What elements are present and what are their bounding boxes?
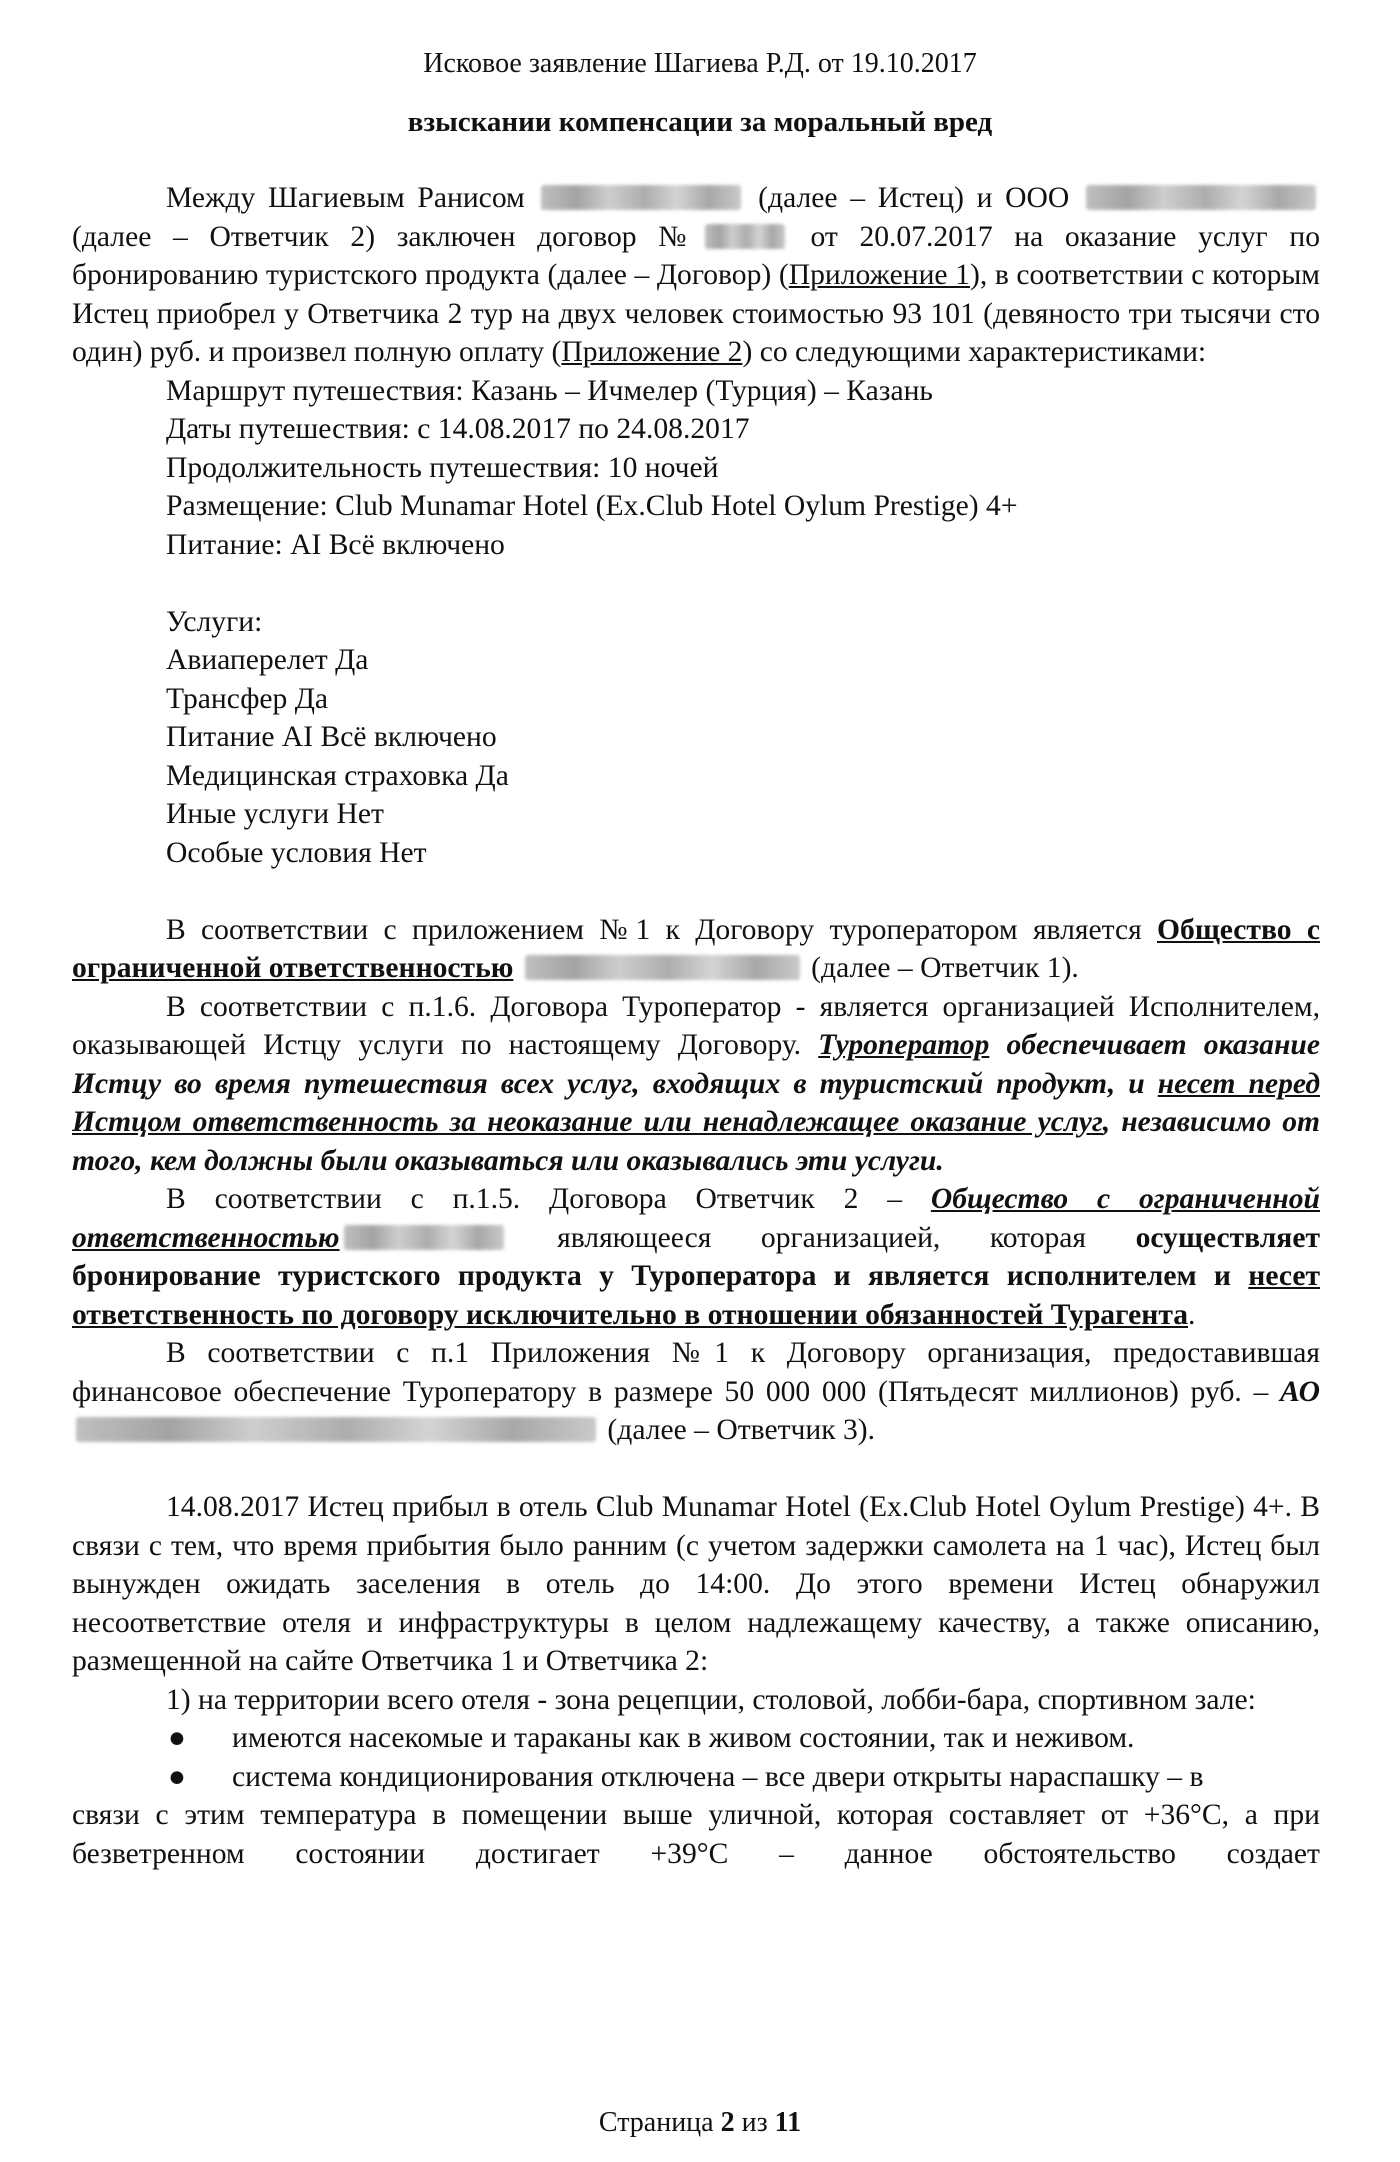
text-segment: от 20.07.2017 на оказание услуг по бронированию туристского продукта (далее – Договор) (	[72, 220, 1320, 291]
redacted-patronymic	[541, 185, 741, 210]
detail-duration: Продолжительность путешествия: 10 ночей	[166, 451, 719, 484]
text-segment: (далее – Истец) и ООО	[758, 182, 1070, 214]
detail-meals: Питание: AI Всё включено	[166, 528, 505, 561]
bullet-item	[72, 1758, 1320, 1797]
paragraph-clause-1-6	[72, 988, 1320, 1181]
text-segment: ), в соответствии с которым Истец приобрел у Ответчика 2 тур на двух человек стоимостью 93 101 (девяносто три тысячи сто один) руб. и произвел полную оплату (	[72, 259, 1321, 368]
service-item: Питание AI Всё включено	[166, 721, 497, 753]
detail-route: Маршрут путешествия: Казань – Ичмелер (Турция) – Казань	[166, 374, 933, 407]
emphasis-text: АО	[1280, 1375, 1320, 1408]
redacted-company-name	[1086, 185, 1316, 210]
text-segment: ) со следующими характеристиками:	[742, 336, 1207, 368]
paragraph-hotel-territory: 1) на территории всего отеля - зона рецепции, столовой, лобби-бара, спортивном зале:	[166, 1683, 1256, 1716]
bullet-text: имеются насекомые и тараканы как в живом состоянии, так и неживом.	[232, 1722, 1135, 1754]
paragraph-tour-operator	[72, 911, 1320, 988]
footer-prefix: Страница	[598, 2107, 721, 2138]
spacer	[72, 1450, 1320, 1489]
bullet-item	[72, 1719, 1320, 1758]
bullet-icon: ●	[168, 1760, 186, 1793]
text-segment: (далее – Ответчик 3).	[607, 1414, 876, 1446]
paragraph-arrival: 14.08.2017 Истец прибыл в отель Club Munamar Hotel (Ex.Club Hotel Oylum Prestige) 4+. В связи с тем, что время прибытия было ранним (с учетом задержки самолета на 1 час), Истец был вынужден ожидать заселения в отель до 14:00. До этого времени Истец обнаружил несоответствие отеля и инфраструктуры в целом надлежащему качеству, а также описанию, размещенной на сайте Ответчика 1 и Ответчика 2:	[72, 1491, 1320, 1677]
redacted-insurer-name	[76, 1417, 596, 1442]
document-title: взыскании компенсации за моральный вред	[407, 106, 993, 138]
text-segment: Между Шагиевым Ранисом	[166, 182, 525, 214]
emphasis-text: несет перед Истцом ответственность за неоказание или ненадлежащее оказание услуг	[72, 1067, 1320, 1138]
redacted-contract-number	[705, 224, 785, 249]
text-segment: .	[1188, 1298, 1196, 1331]
emphasis-text: несет ответственность по договору исключительно в отношении обязанностей Турагента	[72, 1260, 1320, 1331]
bullet-text: система кондиционирования отключена – все двери открыты нараспашку – в	[232, 1760, 1204, 1793]
emphasis-text: Общество с ограниченной ответственностью	[72, 1183, 1320, 1254]
bullet-continuation: связи с этим температура в помещении выше уличной, которая составляет от +36°С, а при безветренном состоянии достигает +39°С – данное обстоятельство создает	[72, 1799, 1320, 1870]
text-segment: В соответствии с п.1 Приложения №1 к Договору организация, предоставившая финансовое обеспечение Туроператору в размере 50 000 000 (Пятьдесят миллионов) руб. –	[72, 1337, 1320, 1408]
page-total: 11	[774, 2107, 802, 2138]
paragraph-clause-1-5	[72, 1180, 1320, 1334]
emphasis-text: обеспечивает оказание Истцу во время путешествия всех услуг, входящих в туристский продукт, и	[72, 1029, 1320, 1100]
redacted-agent-name	[344, 1225, 504, 1250]
service-item: Авиаперелет Да	[166, 644, 369, 676]
text-segment: В соответствии с приложением №1 к Договору туроператором является	[166, 913, 1157, 946]
paragraph-contract	[72, 179, 1320, 372]
emphasis-text: осуществляет бронирование туристского продукта у Туроператора и является исполнителем и	[72, 1221, 1320, 1292]
paragraph-financial-guarantee	[72, 1334, 1320, 1450]
emphasis-text: , независимо от того, кем должны были оказываться или оказывались эти услуги.	[72, 1106, 1321, 1177]
page-number: 2	[720, 2107, 735, 2138]
document-header: Исковое заявление Шагиева Р.Д. от 19.10.2017	[423, 48, 977, 79]
page-footer	[0, 2106, 1400, 2140]
service-item: Трансфер Да	[166, 682, 329, 715]
service-item: Медицинская страховка Да	[166, 759, 509, 792]
document-body	[72, 179, 1320, 1873]
detail-accommodation: Размещение: Club Munamar Hotel (Ex.Club Hotel Oylum Prestige) 4+	[166, 490, 1018, 522]
appendix-1-link: Приложение 1	[788, 259, 970, 291]
services-label: Услуги:	[166, 605, 263, 638]
appendix-2-link: Приложение 2	[561, 336, 743, 368]
text-segment: В соответствии с п.1.5. Договора Ответчик 2 –	[166, 1183, 931, 1215]
spacer	[72, 872, 1320, 911]
text-segment: В соответствии с п.1.6. Договора Туроператор - является организацией Исполнителем, оказывающей Истцу услуги по настоящему Договору.	[72, 990, 1320, 1061]
text-segment: (далее – Ответчик 1).	[811, 952, 1079, 984]
service-item: Особые условия Нет	[166, 836, 427, 869]
service-item: Иные услуги Нет	[166, 798, 384, 830]
text-segment: являющееся организацией, которая	[507, 1221, 1136, 1254]
redacted-operator-name	[525, 955, 800, 980]
emphasis-text: Туроператор	[818, 1029, 990, 1061]
bullet-icon: ●	[168, 1722, 186, 1754]
detail-dates: Даты путешествия: с 14.08.2017 по 24.08.2017	[166, 413, 750, 445]
footer-separator: из	[734, 2107, 775, 2138]
spacer	[72, 564, 1320, 603]
emphasis-text: Общество с ограниченной ответственностью	[72, 913, 1320, 984]
text-segment: (далее – Ответчик 2) заключен договор №	[72, 220, 701, 253]
